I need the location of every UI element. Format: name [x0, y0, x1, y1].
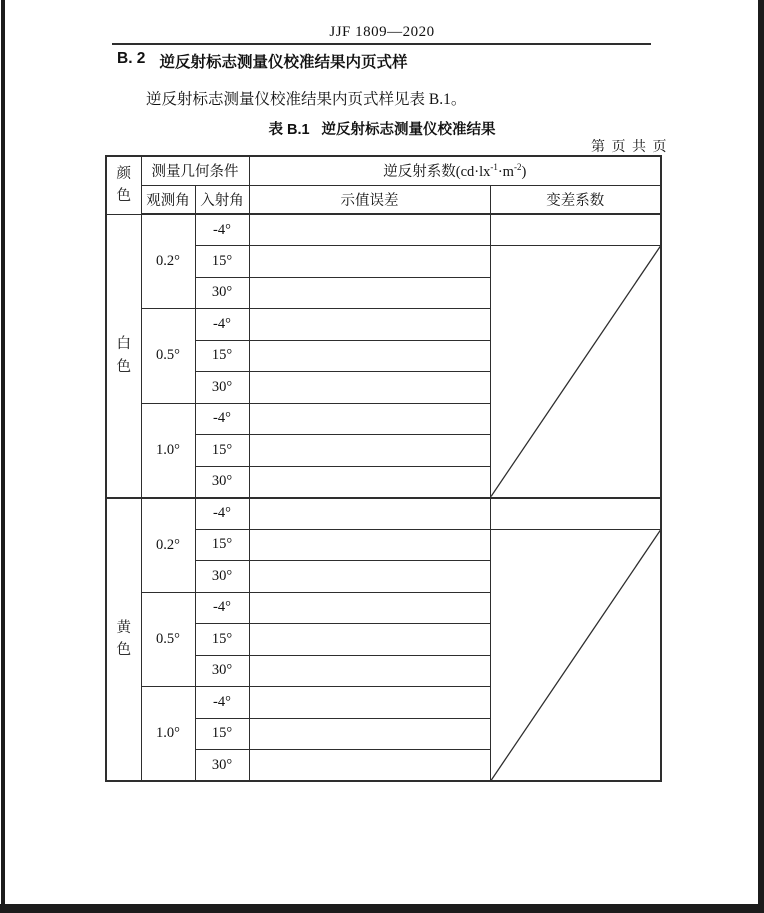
incidence-angle-cell: 15° [195, 435, 249, 467]
incidence-angle-cell: 15° [195, 529, 249, 561]
color-cell-white: 白色 [106, 214, 141, 498]
header-rule [112, 43, 651, 45]
indication-error-cell [249, 561, 490, 593]
incidence-angle-cell: 30° [195, 561, 249, 593]
calibration-table [105, 155, 662, 782]
section-number: B. 2 [117, 50, 146, 67]
table-caption-label: 表 B.1 [268, 122, 310, 138]
incidence-angle-cell: 30° [195, 655, 249, 687]
indication-error-cell [249, 592, 490, 624]
incidence-angle-cell: 30° [195, 277, 249, 309]
indication-error-cell [249, 718, 490, 750]
indication-error-cell [249, 466, 490, 498]
indication-error-header: 示值误差 [249, 185, 490, 214]
indication-error-cell [249, 340, 490, 372]
body-paragraph: 逆反射标志测量仪校准结果内页式样见表 B.1。 [146, 91, 467, 108]
observation-angle-cell: 1.0° [141, 403, 195, 498]
indication-error-cell [249, 246, 490, 278]
indication-error-cell [249, 750, 490, 782]
incidence-angle-cell: 30° [195, 466, 249, 498]
table-caption-title: 逆反射标志测量仪校准结果 [321, 122, 496, 138]
incidence-angle-cell: 30° [195, 750, 249, 782]
section-title: 逆反射标志测量仪校准结果内页式样 [159, 54, 408, 71]
diagonal-line [491, 246, 661, 497]
diagonal-slash-cell [490, 246, 661, 498]
observation-angle-cell: 0.5° [141, 592, 195, 687]
color-cell-yellow: 黄色 [106, 498, 141, 782]
table-row [106, 498, 661, 530]
incidence-angle-cell: -4° [195, 687, 249, 719]
incidence-angle-cell: 15° [195, 624, 249, 656]
scan-edge-bottom [0, 904, 764, 913]
incidence-angle-cell: -4° [195, 498, 249, 530]
variation-coefficient-header: 变差系数 [490, 185, 661, 214]
variation-coefficient-cell [490, 214, 661, 246]
indication-error-cell [249, 309, 490, 341]
variation-coefficient-cell [490, 498, 661, 530]
page-number-note: 第 页 共 页 [591, 140, 668, 155]
table-row [106, 214, 661, 246]
document-code: JJF 1809—2020 [329, 24, 435, 40]
incidence-angle-cell: 15° [195, 340, 249, 372]
incidence-angle-cell: 15° [195, 718, 249, 750]
indication-error-cell [249, 498, 490, 530]
incidence-angle-cell: -4° [195, 214, 249, 246]
observation-angle-header: 观测角 [141, 185, 195, 214]
incidence-angle-cell: -4° [195, 403, 249, 435]
incidence-angle-cell: -4° [195, 592, 249, 624]
indication-error-cell [249, 687, 490, 719]
observation-angle-cell: 0.2° [141, 498, 195, 593]
diagonal-slash-cell [490, 529, 661, 781]
diagonal-line [491, 530, 661, 781]
observation-angle-cell: 1.0° [141, 687, 195, 782]
indication-error-cell [249, 624, 490, 656]
indication-error-cell [249, 403, 490, 435]
indication-error-cell [249, 435, 490, 467]
color-header-cell: 颜色 [106, 156, 141, 214]
coefficient-header-cell: 逆反射系数$(cd\cdot lx^{-1}\cdot m^{-2})$ [249, 156, 661, 185]
incidence-angle-cell: 30° [195, 372, 249, 404]
indication-error-cell [249, 277, 490, 309]
indication-error-cell [249, 655, 490, 687]
indication-error-cell [249, 372, 490, 404]
indication-error-cell [249, 214, 490, 246]
indication-error-cell [249, 529, 490, 561]
observation-angle-cell: 0.2° [141, 214, 195, 309]
observation-angle-cell: 0.5° [141, 309, 195, 404]
section-heading [117, 50, 407, 72]
incidence-angle-header: 入射角 [195, 185, 249, 214]
incidence-angle-cell: 15° [195, 246, 249, 278]
incidence-angle-cell: -4° [195, 309, 249, 341]
geometry-header-cell: 测量几何条件 [141, 156, 249, 185]
